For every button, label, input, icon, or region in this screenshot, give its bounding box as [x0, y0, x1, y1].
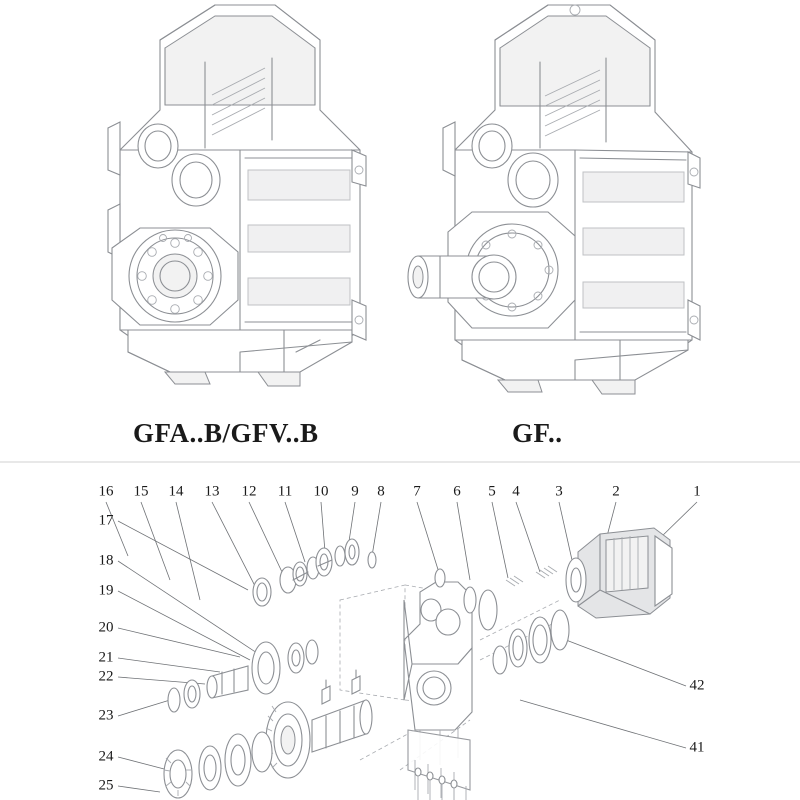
- callout-label-10: 10: [313, 483, 329, 500]
- callout-label-2: 2: [612, 483, 620, 500]
- exploded-view-drawing: [106, 502, 697, 800]
- assembly-right-drawing: [408, 5, 700, 394]
- callout-label-3: 3: [555, 483, 563, 500]
- callout-label-25: 25: [98, 777, 114, 794]
- callout-label-17: 17: [98, 512, 114, 529]
- callout-label-24: 24: [98, 748, 114, 765]
- callout-label-18: 18: [98, 552, 114, 569]
- callout-label-13: 13: [204, 483, 220, 500]
- caption-left-assembly: GFA..B/GFV..B: [133, 418, 319, 448]
- callout-label-1: 1: [693, 483, 701, 500]
- callout-label-42: 42: [689, 677, 705, 694]
- callout-label-12: 12: [241, 483, 257, 500]
- assembly-left-drawing: [108, 5, 366, 386]
- callout-label-9: 9: [351, 483, 359, 500]
- callout-label-5: 5: [488, 483, 496, 500]
- callout-label-19: 19: [98, 582, 114, 599]
- callout-label-14: 14: [168, 483, 184, 500]
- callout-label-11: 11: [277, 483, 293, 500]
- callout-label-8: 8: [377, 483, 385, 500]
- callout-label-4: 4: [512, 483, 520, 500]
- callout-label-41: 41: [689, 739, 705, 756]
- callout-label-23: 23: [98, 707, 114, 724]
- caption-right-assembly: GF..: [512, 418, 563, 448]
- callout-label-22: 22: [98, 668, 114, 685]
- callout-label-16: 16: [98, 483, 114, 500]
- callout-label-20: 20: [98, 619, 114, 636]
- callout-label-21: 21: [98, 649, 114, 666]
- callout-label-6: 6: [453, 483, 461, 500]
- callout-label-7: 7: [413, 483, 421, 500]
- callout-label-15: 15: [133, 483, 149, 500]
